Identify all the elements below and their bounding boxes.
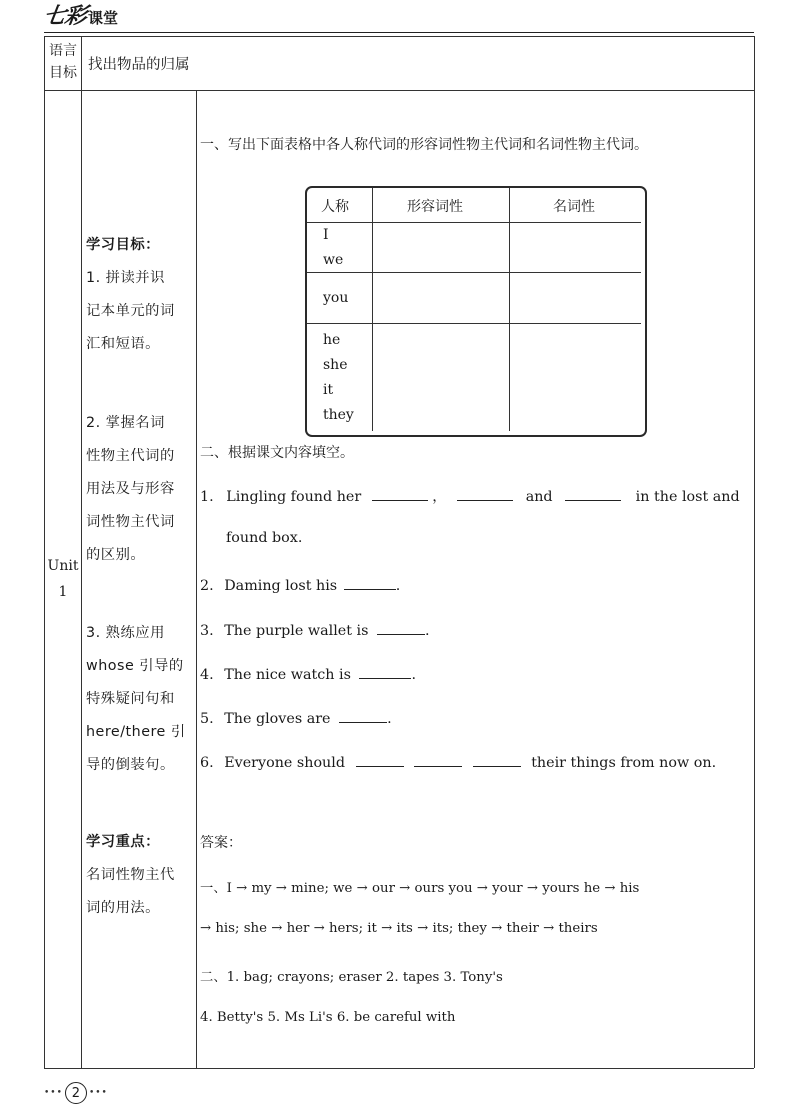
pronoun-cell: they (323, 407, 354, 423)
pronoun-table (305, 186, 647, 437)
pronoun-cell: I (323, 227, 329, 243)
header-noun: 名词性 (553, 199, 595, 215)
answer-blank[interactable] (565, 486, 621, 501)
objective-line: 特殊疑问句和 (86, 691, 175, 707)
pronoun-cell: he (323, 332, 341, 348)
question-text: The nice watch is (224, 667, 351, 683)
question-text: Everyone should (224, 755, 345, 771)
focus-heading: 学习重点： (86, 834, 160, 850)
content-column-divider (196, 90, 197, 1068)
table-left-border (44, 36, 45, 1068)
question-6 (200, 752, 716, 771)
unit-label-number: 1 (58, 584, 68, 600)
pronoun-cell: you (323, 290, 349, 306)
question-4 (200, 664, 416, 683)
focus-line: 词的用法。 (86, 900, 160, 916)
question-3 (200, 620, 430, 639)
focus-section (86, 826, 194, 925)
question-number: 5. (200, 711, 214, 727)
answer-blank[interactable] (356, 752, 404, 767)
exercise1-instruction: 一、写出下面表格中各人称代词的形容词性物主代词和名词性物主代词。 (200, 137, 648, 153)
exercise2-instruction: 二、根据课文内容填空。 (200, 445, 354, 461)
question-and: and (525, 489, 553, 505)
question-text-end: in the lost and (635, 489, 740, 505)
pronoun-cell: she (323, 357, 348, 373)
question-period: . (395, 578, 401, 594)
table-row-divider (44, 90, 754, 91)
header-rule (44, 32, 754, 33)
answer-blank[interactable] (344, 575, 396, 590)
page-number (44, 1082, 108, 1104)
objective-line: 2. 掌握名词 (86, 415, 165, 431)
unit-label-line: Unit (47, 558, 79, 574)
table-row-divider (307, 272, 641, 273)
page-dots-right: ••• (88, 1088, 108, 1098)
answer-blank[interactable] (457, 486, 513, 501)
question-2 (200, 575, 400, 594)
logo-main-text: 七彩 (41, 3, 88, 29)
answer-blank[interactable] (372, 486, 428, 501)
question-1 (200, 486, 752, 506)
question-5 (200, 708, 392, 727)
answers-heading: 答案： (200, 835, 242, 851)
table-row-divider (307, 222, 641, 223)
objective-3 (86, 617, 194, 782)
question-number: 3. (200, 623, 214, 639)
answer-blank[interactable] (339, 708, 387, 723)
question-text: The gloves are (224, 711, 331, 727)
objective-line: 词性物主代词 (86, 514, 175, 530)
question-text: Daming lost his (224, 578, 338, 594)
objective-line: 1. 拼读并识 (86, 270, 165, 286)
question-period: . (411, 667, 417, 683)
question-number: 4. (200, 667, 214, 683)
question-period: . (387, 711, 392, 727)
answer-blank[interactable] (414, 752, 462, 767)
objective-line: 导的倒装句。 (86, 757, 175, 773)
objective-2 (86, 407, 194, 572)
question-number: 1. (200, 489, 214, 505)
objective-line: 记本单元的词 (86, 303, 175, 319)
question-comma: ， (432, 489, 447, 505)
objective-line: 的区别。 (86, 547, 146, 563)
row-label-line: 语言 (49, 43, 77, 59)
page-number-value: 2 (65, 1082, 87, 1104)
answer-blank[interactable] (473, 752, 521, 767)
table-row-divider (307, 323, 641, 324)
objective-line: 性物主代词的 (86, 448, 175, 464)
question-period: . (425, 623, 430, 639)
table-bottom-border (44, 1068, 754, 1069)
question-text: Lingling found her (226, 489, 362, 505)
question-text: The purple wallet is (224, 623, 369, 639)
question-number: 2. (200, 578, 214, 594)
objectives-heading: 学习目标： (86, 237, 160, 253)
logo-sub-text: 课堂 (88, 9, 119, 27)
objective-line: here/there 引 (86, 724, 186, 740)
answers-line: 4. Betty's 5. Ms Li's 6. be careful with (200, 1010, 456, 1025)
question-text-end: their things from now on. (531, 755, 717, 771)
unit-label (45, 553, 81, 605)
table-top-border (44, 36, 754, 37)
answers-line: 二、1. bag; crayons; eraser 2. tapes 3. Tony's (200, 970, 503, 985)
brand-logo (41, 3, 119, 30)
label-column-divider (81, 36, 82, 1068)
pronoun-cell: it (323, 382, 334, 398)
objective-line: 3. 熟练应用 (86, 625, 165, 641)
objective-line: 用法及与形容 (86, 481, 175, 497)
focus-line: 名词性物主代 (86, 867, 175, 883)
pronoun-cell: we (323, 252, 344, 268)
row-label-language-goal (45, 40, 81, 84)
language-goal-text: 找出物品的归属 (88, 57, 190, 73)
row-label-line: 目标 (49, 65, 77, 81)
objective-line: 汇和短语。 (86, 336, 160, 352)
header-person: 人称 (321, 199, 349, 215)
table-col-divider (509, 188, 510, 431)
answers-line: 一、I → my → mine; we → our → ours you → your → yours he → his (200, 881, 640, 896)
question-1-continuation: found box. (226, 530, 303, 546)
answers-line: → his; she → her → hers; it → its → its; they → their → theirs (200, 921, 598, 936)
objectives-column (86, 229, 194, 361)
answer-blank[interactable] (377, 620, 425, 635)
question-number: 6. (200, 755, 214, 771)
table-right-border (754, 36, 755, 1068)
objective-line: whose 引导的 (86, 658, 184, 674)
header-adjective: 形容词性 (407, 199, 463, 215)
page-dots-left: ••• (44, 1088, 63, 1098)
table-col-divider (372, 188, 373, 431)
answer-blank[interactable] (359, 664, 411, 679)
